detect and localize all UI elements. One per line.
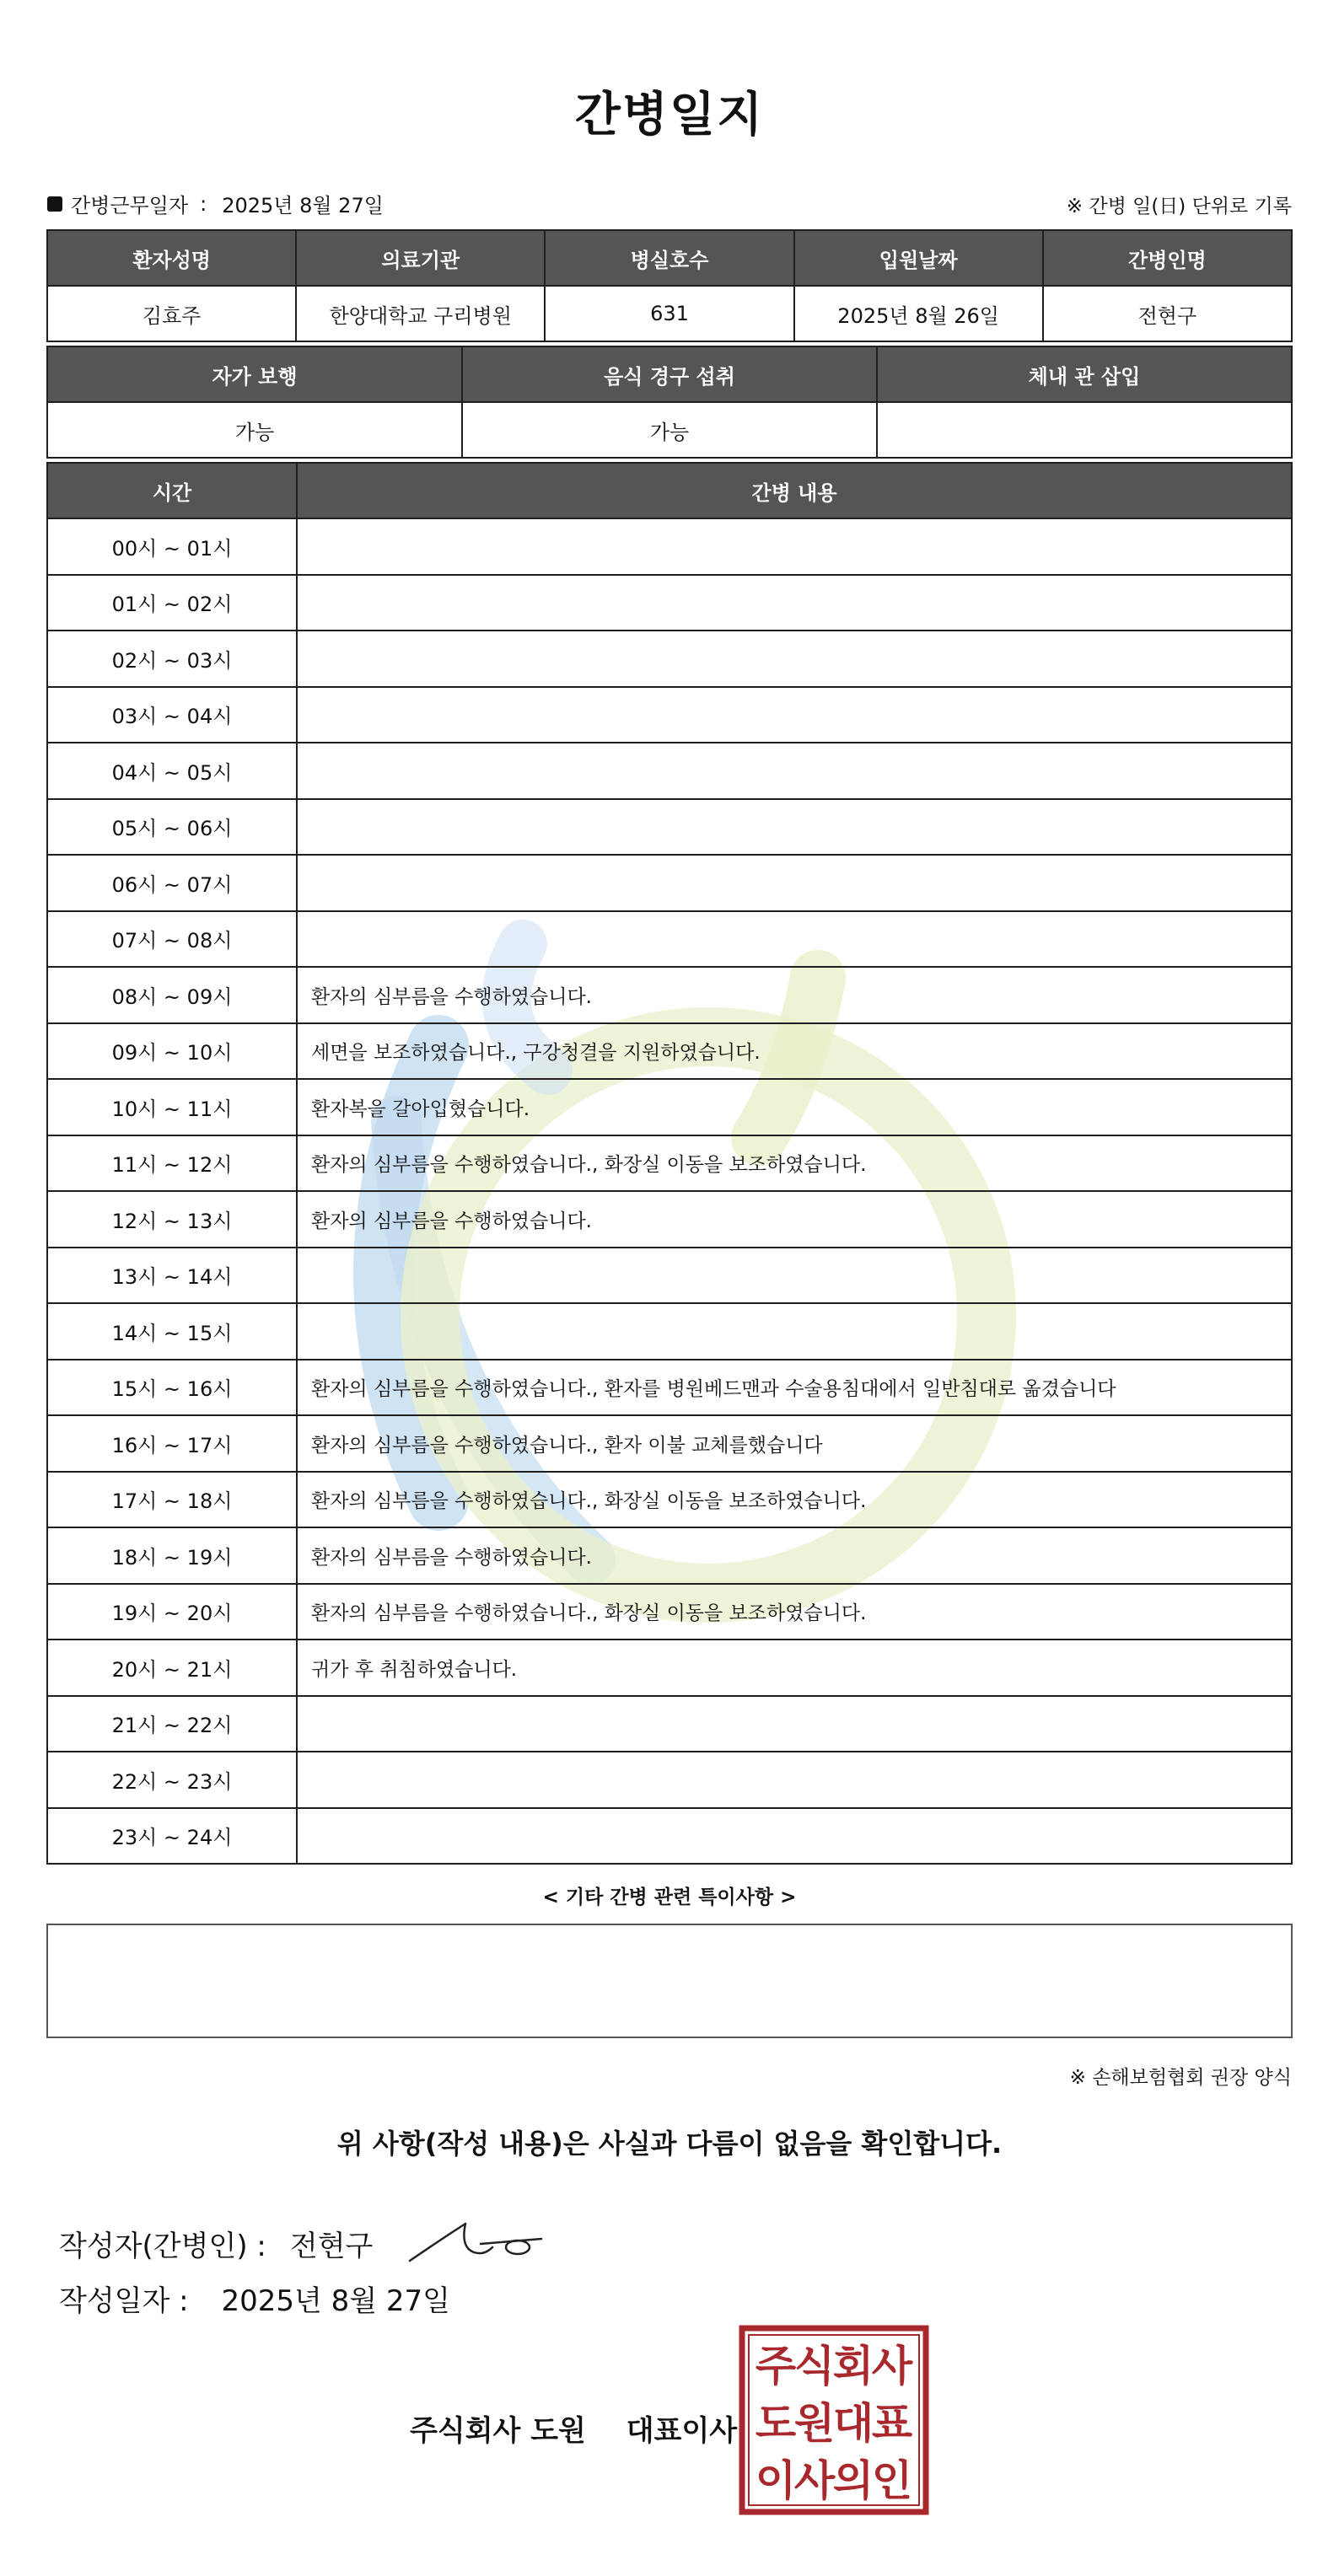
log-content: 세면을 보조하였습니다., 구강청결을 지원하였습니다. [297,1023,1292,1080]
log-time: 08시 ~ 09시 [47,967,297,1023]
work-date-value: 2025년 8월 27일 [222,194,384,217]
log-time: 07시 ~ 08시 [47,911,297,968]
log-content [297,911,1292,968]
log-time: 15시 ~ 16시 [47,1360,297,1416]
svg-text:도: 도 [755,2399,797,2448]
svg-text:의: 의 [832,2456,874,2505]
log-content [297,1303,1292,1360]
writer-line [59,2214,551,2273]
log-header-time: 시간 [47,463,297,518]
svg-text:사: 사 [793,2456,836,2505]
table-row [47,1527,1292,1584]
log-content: 환자의 심부름을 수행하였습니다. [297,1191,1292,1248]
signature-icon [400,2214,551,2273]
log-time: 23시 ~ 24시 [47,1808,297,1865]
table-row [47,575,1292,631]
log-time: 17시 ~ 18시 [47,1472,297,1528]
log-time: 18시 ~ 19시 [47,1527,297,1584]
log-content [297,1248,1292,1304]
log-content: 환자의 심부름을 수행하였습니다., 환자를 병원베드맨과 수술용침대에서 일반침대로 옮겼습니다 [297,1360,1292,1416]
log-content: 환자의 심부름을 수행하였습니다., 화장실 이동을 보조하였습니다. [297,1584,1292,1640]
write-date-label: 작성일자 : [59,2284,189,2318]
log-time: 13시 ~ 14시 [47,1248,297,1304]
log-content [297,575,1292,631]
work-date [47,189,384,218]
log-time: 11시 ~ 12시 [47,1135,297,1192]
patient-info-table [46,229,1293,342]
table-row [47,1752,1292,1808]
table-row [47,855,1292,911]
log-time: 04시 ~ 05시 [47,743,297,799]
table-row [47,1135,1292,1192]
table-row [47,1023,1292,1080]
log-time: 20시 ~ 21시 [47,1640,297,1696]
record-note: ※ 간병 일(日) 단위로 기록 [1066,196,1292,217]
table-row [47,1360,1292,1416]
log-content: 귀가 후 취침하였습니다. [297,1640,1292,1696]
log-content [297,1752,1292,1808]
writer-name: 전현구 [289,2229,374,2263]
table-row [47,1191,1292,1248]
log-time: 01시 ~ 02시 [47,575,297,631]
log-content [297,799,1292,856]
log-content [297,687,1292,743]
svg-text:인: 인 [871,2456,913,2505]
company-line [410,2407,737,2449]
write-date-line [59,2278,450,2319]
log-time: 00시 ~ 01시 [47,518,297,575]
notes-box [46,1924,1293,2038]
svg-text:식: 식 [793,2342,836,2391]
log-content: 환자의 심부름을 수행하였습니다., 화장실 이동을 보조하였습니다. [297,1135,1292,1192]
log-content: 환자의 심부름을 수행하였습니다., 화장실 이동을 보조하였습니다. [297,1472,1292,1528]
log-time: 22시 ~ 23시 [47,1752,297,1808]
svg-text:이: 이 [755,2456,797,2505]
table-row [47,743,1292,799]
table-row [47,1303,1292,1360]
recommend-note: ※ 손해보험협회 권장 양식 [1069,2067,1292,2089]
company-seal-icon [739,2325,929,2515]
log-content [297,518,1292,575]
log-time: 12시 ~ 13시 [47,1191,297,1248]
table-row [47,967,1292,1023]
log-header-content: 간병 내용 [297,463,1292,518]
log-content: 환자의 심부름을 수행하였습니다., 환자 이불 교체를했습니다 [297,1415,1292,1472]
status-header: 자가 보행 [47,346,462,402]
log-time: 03시 ~ 04시 [47,687,297,743]
table-row [47,1696,1292,1752]
table-row [47,1640,1292,1696]
table-row [47,687,1292,743]
status-header: 음식 경구 섭취 [462,346,877,402]
log-content: 환자복을 갈아입혔습니다. [297,1079,1292,1135]
svg-text:표: 표 [871,2399,913,2448]
log-time: 16시 ~ 17시 [47,1415,297,1472]
log-time: 14시 ~ 15시 [47,1303,297,1360]
log-time: 06시 ~ 07시 [47,855,297,911]
svg-text:주: 주 [755,2342,797,2391]
info-header: 환자성명 [47,230,296,286]
log-content [297,1808,1292,1865]
table-row [47,911,1292,968]
tube-insertion-value [877,402,1292,458]
info-header: 의료기관 [296,230,545,286]
log-content [297,743,1292,799]
log-time: 21시 ~ 22시 [47,1696,297,1752]
log-content [297,855,1292,911]
log-content: 환자의 심부름을 수행하였습니다. [297,967,1292,1023]
log-time: 09시 ~ 10시 [47,1023,297,1080]
status-header: 체내 관 삽입 [877,346,1292,402]
info-header: 간병인명 [1043,230,1292,286]
room-number: 631 [545,286,793,341]
table-row [47,1472,1292,1528]
table-row [47,1079,1292,1135]
patient-name: 김효주 [47,286,296,341]
oral-intake-value: 가능 [462,402,877,458]
svg-text:대: 대 [832,2399,874,2448]
table-row [47,1584,1292,1640]
table-row [47,1248,1292,1304]
log-content [297,1696,1292,1752]
log-time: 05시 ~ 06시 [47,799,297,856]
svg-text:회: 회 [832,2342,874,2391]
write-date-value: 2025년 8월 27일 [221,2284,451,2318]
notes-label: < 기타 간병 관련 특이사항 > [542,1886,797,1908]
company-title: 대표이사 [626,2414,738,2448]
table-row [47,1808,1292,1865]
page-title: 간병일지 [574,88,765,142]
confirmation-text: 위 사항(작성 내용)은 사실과 다름이 없음을 확인합니다. [336,2128,1003,2160]
care-log-table [46,462,1293,1865]
table-row [47,799,1292,856]
company-name: 주식회사 도원 [410,2414,586,2448]
caregiver-name: 전현구 [1043,286,1292,341]
admission-date: 2025년 8월 26일 [794,286,1043,341]
self-walking-value: 가능 [47,402,462,458]
log-time: 02시 ~ 03시 [47,631,297,687]
table-row [47,1415,1292,1472]
hospital: 한양대학교 구리병원 [296,286,545,341]
table-row [47,518,1292,575]
log-content [297,631,1292,687]
work-date-colon: : [200,191,207,216]
work-date-label: 간병근무일자 [71,194,189,217]
writer-label: 작성자(간병인) : [59,2229,266,2263]
svg-text:원: 원 [793,2399,836,2448]
svg-text:사: 사 [871,2342,913,2391]
log-time: 10시 ~ 11시 [47,1079,297,1135]
info-header: 입원날짜 [794,230,1043,286]
log-content: 환자의 심부름을 수행하였습니다. [297,1527,1292,1584]
table-row [47,631,1292,687]
info-header: 병실호수 [545,230,793,286]
bullet-icon [47,196,62,212]
patient-status-table [46,346,1293,459]
log-time: 19시 ~ 20시 [47,1584,297,1640]
